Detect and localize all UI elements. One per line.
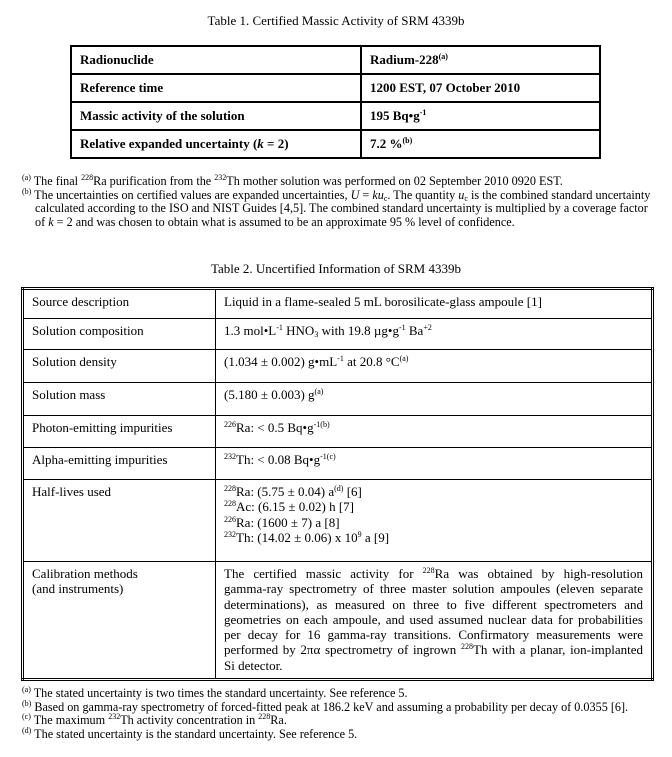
- text-segment: Solution mass: [32, 387, 106, 402]
- text-segment: Th: < 0.08 Bq•g: [236, 452, 321, 467]
- text-segment: -1(b): [313, 420, 330, 429]
- text-segment: Th activity concentration in: [120, 713, 259, 727]
- text-segment: The maximum: [30, 713, 109, 727]
- text-segment: 195 Bq•g: [370, 108, 420, 123]
- table-row: [71, 102, 600, 130]
- text-segment: Ra: < 0.5 Bq•g: [236, 420, 314, 435]
- text-segment: 228: [460, 642, 473, 652]
- text-segment: Solution density: [32, 354, 117, 369]
- footnote: [22, 725, 657, 742]
- line: [224, 420, 643, 435]
- row-value: [361, 130, 600, 158]
- text-segment: =: [359, 187, 373, 202]
- text-segment: c: [383, 193, 388, 203]
- footnote: [22, 687, 657, 701]
- row-label: [71, 74, 361, 102]
- row-value: [361, 102, 600, 130]
- row-value: [216, 416, 653, 448]
- table-row: [71, 74, 600, 102]
- text-segment: -1: [337, 354, 344, 363]
- line: [32, 452, 207, 467]
- text-segment: HNO: [282, 323, 315, 338]
- table-row: [71, 46, 600, 74]
- table-row: [23, 383, 653, 416]
- text-segment: 232: [224, 452, 236, 461]
- text-segment: . The quantity: [387, 187, 459, 202]
- text-segment: (c): [22, 712, 31, 721]
- table-row: [23, 416, 653, 448]
- text-segment: Ra: (1600 ± 7) a [8]: [236, 514, 340, 530]
- line: [224, 515, 643, 530]
- text-segment: Si detector.: [224, 657, 283, 673]
- text-segment: -1: [419, 108, 427, 117]
- line: [224, 627, 643, 642]
- text-segment: performed by 2πα spectrometry of ingrown: [224, 642, 461, 658]
- footnote: [22, 186, 657, 230]
- text-segment: 228: [422, 566, 435, 575]
- text-segment: Radionuclide: [80, 52, 154, 67]
- line: [224, 499, 643, 514]
- table-row: [23, 448, 653, 480]
- text-segment: 232: [214, 173, 227, 182]
- text-segment: Half-lives used: [32, 484, 112, 499]
- row-value: [361, 74, 600, 102]
- text-segment: Ac: (6.15 ± 0.02) h [7]: [236, 499, 354, 515]
- text-segment: Ba: [405, 323, 424, 338]
- line: [224, 323, 643, 338]
- row-label: [71, 46, 361, 74]
- text-segment: The certified massic activity for: [224, 566, 423, 581]
- text-segment: Photon-emitting impurities: [32, 420, 173, 435]
- text-segment: (5.180 ± 0.003) g: [224, 387, 315, 402]
- text-segment: The final: [30, 174, 82, 188]
- line: [32, 566, 207, 581]
- table-row: [23, 289, 653, 319]
- text-segment: c: [464, 193, 468, 203]
- row-label: [23, 383, 216, 416]
- row-value: [216, 319, 653, 350]
- text-segment: k: [48, 214, 54, 229]
- text-segment: 1.3 mol•L: [224, 323, 277, 338]
- table-row: [23, 562, 653, 680]
- row-label: [23, 289, 216, 319]
- text-segment: Reference time: [80, 80, 164, 95]
- row-label: [23, 416, 216, 448]
- line: [32, 581, 207, 596]
- text-segment: 228: [81, 173, 94, 182]
- line: [224, 597, 643, 612]
- text-segment: 7.2 %: [370, 136, 403, 151]
- text-segment: Ra purification from the: [93, 174, 215, 188]
- row-label: [71, 130, 361, 158]
- text-segment: ku: [372, 187, 384, 202]
- text-segment: (a): [438, 52, 448, 61]
- text-segment: Radium-228: [370, 52, 439, 67]
- text-segment: Alpha-emitting impurities: [32, 452, 168, 467]
- row-value: [216, 350, 653, 383]
- text-segment: is the combined standard uncertainty calculated according to the ISO and NIST Guides [4,5]. The combined standard uncertainty is multiplied by a coverage factor of: [35, 187, 651, 229]
- text-segment: (and instruments): [32, 581, 124, 597]
- text-segment: Based on gamma-ray spectrometry of forced-fitted peak at 186.2 keV and assuming a probability per decay of 0.0355 [6].: [31, 699, 629, 714]
- row-value: [216, 448, 653, 480]
- table1-title: Table 1. Certified Massic Activity of SRM 4339b: [207, 13, 465, 28]
- text-segment: Th mother solution was performed on 02 September 2010 0920 EST.: [226, 174, 563, 188]
- line: [32, 484, 207, 499]
- text-segment: (a): [22, 685, 31, 694]
- line: [224, 354, 643, 369]
- text-segment: 3: [314, 330, 319, 339]
- text-segment: (a): [22, 173, 31, 182]
- text-segment: 232: [224, 529, 236, 539]
- line: [224, 566, 643, 581]
- text-segment: 228: [224, 499, 236, 509]
- row-label: [71, 102, 361, 130]
- table1-footnotes: [22, 175, 657, 229]
- text-segment: (b): [22, 186, 32, 196]
- text-segment: = 2 and was chosen to obtain what is assumed to be an approximate 95 % level of confidence.: [53, 214, 515, 229]
- line: [224, 484, 643, 499]
- line: [224, 452, 643, 467]
- text-segment: 232: [108, 712, 121, 721]
- table2-title: Table 2. Uncertified Information of SRM 4339b: [210, 261, 461, 276]
- text-segment: 228: [258, 712, 271, 721]
- text-segment: u: [458, 187, 465, 202]
- uncertified-info-table: [21, 287, 654, 681]
- text-segment: Th with a planar, ion-implanted: [472, 642, 643, 658]
- line: [224, 294, 643, 309]
- table2-footnotes: [22, 687, 657, 741]
- row-value: [216, 383, 653, 416]
- line: [32, 387, 207, 402]
- text-segment: 228: [224, 484, 236, 493]
- text-segment: Relative expanded uncertainty (: [80, 136, 258, 151]
- text-segment: 9: [357, 529, 362, 539]
- line: [224, 387, 643, 402]
- text-segment: The stated uncertainty is the standard uncertainty. See reference 5.: [31, 726, 358, 741]
- row-label: [23, 480, 216, 562]
- text-segment: The stated uncertainty is two times the standard uncertainty. See reference 5.: [30, 686, 408, 700]
- text-segment: Ra: (5.75 ± 0.04) a: [236, 484, 335, 499]
- line: [32, 323, 207, 338]
- text-segment: U: [350, 187, 360, 202]
- text-segment: -1: [398, 323, 406, 332]
- row-value: [216, 289, 653, 319]
- text-segment: 226: [224, 420, 236, 429]
- table-row: [23, 480, 653, 562]
- line: [32, 420, 207, 435]
- text-segment: The uncertainties on certified values are expanded uncertainties,: [31, 187, 351, 202]
- text-segment: (a): [399, 354, 409, 363]
- text-segment: Liquid in a flame-sealed 5 mL borosilicate-glass ampoule [1]: [224, 294, 542, 309]
- text-segment: Ra.: [270, 713, 287, 727]
- table-row: [71, 130, 600, 158]
- text-segment: 226: [224, 514, 236, 524]
- text-segment: with 19.8 µg•g: [318, 323, 399, 338]
- text-segment: a [9]: [361, 529, 390, 545]
- footnote: [22, 714, 657, 728]
- text-segment: gamma-ray spectrometry of three master solution ampoules (eleven separate: [224, 581, 643, 597]
- text-segment: (d): [22, 725, 32, 735]
- text-segment: (a): [314, 387, 324, 396]
- line: [224, 581, 643, 596]
- footnote: [22, 175, 657, 189]
- text-segment: at 20.8 °C: [343, 354, 400, 369]
- text-segment: geometries on each ampoule, and used assumed nuclear data for probabilities: [224, 611, 643, 627]
- text-segment: -1(c): [320, 452, 336, 461]
- text-segment: determinations), as measured on three to five different spectrometers and: [224, 596, 643, 612]
- text-segment: 1200 EST, 07 October 2010: [370, 80, 521, 95]
- text-segment: Solution composition: [32, 323, 144, 338]
- row-value: [216, 562, 653, 680]
- line: [224, 530, 643, 545]
- table-row: [23, 350, 653, 383]
- certified-values-table: [70, 45, 601, 159]
- text-segment: Source description: [32, 294, 130, 309]
- text-segment: Ra was obtained by high-resolution: [434, 566, 643, 581]
- text-segment: +2: [423, 323, 432, 332]
- text-segment: [6]: [343, 484, 362, 499]
- text-segment: per decay for 16 gamma-ray transitions. Confirmatory measurements were: [224, 627, 643, 643]
- text-segment: (1.034 ± 0.002) g•mL: [224, 354, 338, 369]
- text-segment: k: [257, 136, 264, 151]
- line: [32, 294, 207, 309]
- line: [224, 612, 643, 627]
- line: [224, 658, 643, 673]
- row-value: [216, 480, 653, 562]
- text-segment: -1: [276, 323, 283, 332]
- row-label: [23, 319, 216, 350]
- text-segment: (d): [334, 484, 344, 493]
- text-segment: = 2): [263, 136, 289, 151]
- text-segment: Th: (14.02 ± 0.06) x 10: [236, 529, 358, 545]
- line: [32, 354, 207, 369]
- line: [224, 642, 643, 657]
- row-label: [23, 448, 216, 480]
- text-segment: Calibration methods: [32, 566, 138, 581]
- text-segment: Massic activity of the solution: [80, 108, 245, 123]
- row-label: [23, 562, 216, 680]
- table-row: [23, 319, 653, 350]
- text-segment: (b): [22, 698, 32, 708]
- row-label: [23, 350, 216, 383]
- text-segment: (b): [402, 136, 413, 145]
- row-value: [361, 46, 600, 74]
